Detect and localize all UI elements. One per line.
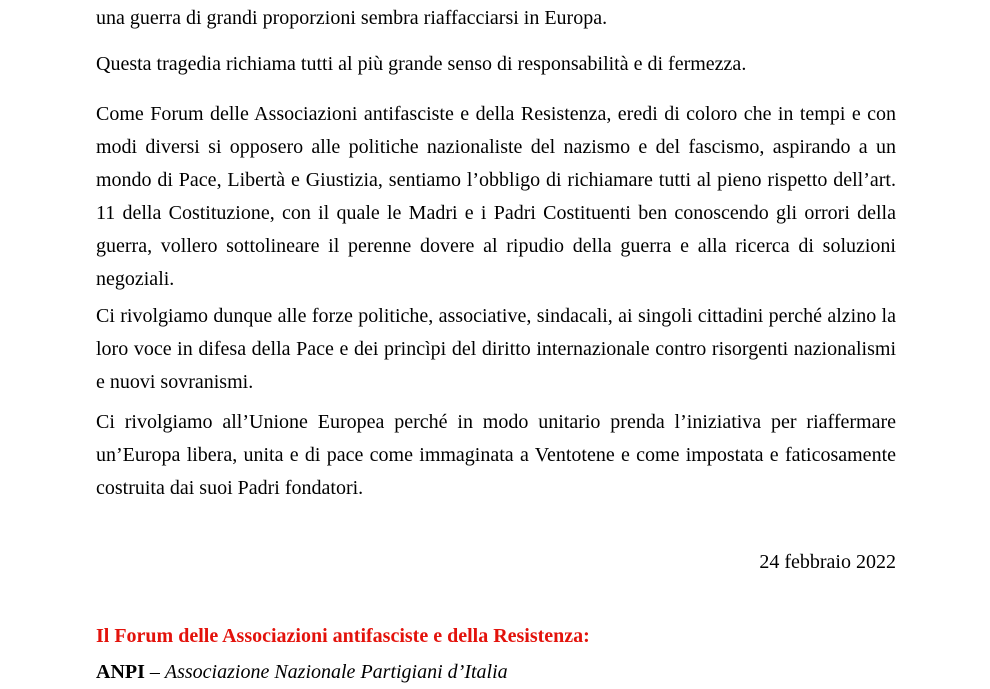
forum-title: Il Forum delle Associazioni antifasciste e della Resistenza: xyxy=(96,625,590,647)
paragraph-2: Questa tragedia richiama tutti al più grande senso di responsabilità e di fermezza. xyxy=(96,53,747,75)
organization-separator: – xyxy=(144,661,165,683)
organization-name: Associazione Nazionale Partigiani d’Italia xyxy=(164,661,508,683)
document-page xyxy=(96,0,896,683)
organization-entry xyxy=(96,656,508,689)
organization-acronym: ANPI xyxy=(96,661,145,683)
paragraph-5: Ci rivolgiamo all’Unione Europea perché in modo unitario prenda l’iniziativa per riaffermare un’Europa libera, unita e di pace come immaginata a Ventotene e come impostata e faticosamente costruita dai suoi Padri fondatori. xyxy=(96,411,896,499)
paragraph-4: Ci rivolgiamo dunque alle forze politiche, associative, sindacali, ai singoli cittadini perché alzino la loro voce in difesa della Pace e dei princìpi del diritto internazionale contro risorgenti nazionalismi e nuovi sovranismi. xyxy=(96,305,896,393)
document-date: 24 febbraio 2022 xyxy=(759,551,896,573)
paragraph-3: Come Forum delle Associazioni antifasciste e della Resistenza, eredi di coloro che in tempi e con modi diversi si opposero alle politiche nazionaliste del nazismo e del fascismo, aspirando a un mondo di Pace, Libertà e Giustizia, sentiamo l’obbligo di richiamare tutti al pieno rispetto dell’art. 11 della Costituzione, con il quale le Madri e i Padri Costituenti ben conoscendo gli orrori della guerra, vollero sottolineare il perenne dovere al ripudio della guerra e alla ricerca di soluzioni negoziali. xyxy=(96,103,896,290)
paragraph-1: una guerra di grandi proporzioni sembra riaffacciarsi in Europa. xyxy=(96,7,608,29)
